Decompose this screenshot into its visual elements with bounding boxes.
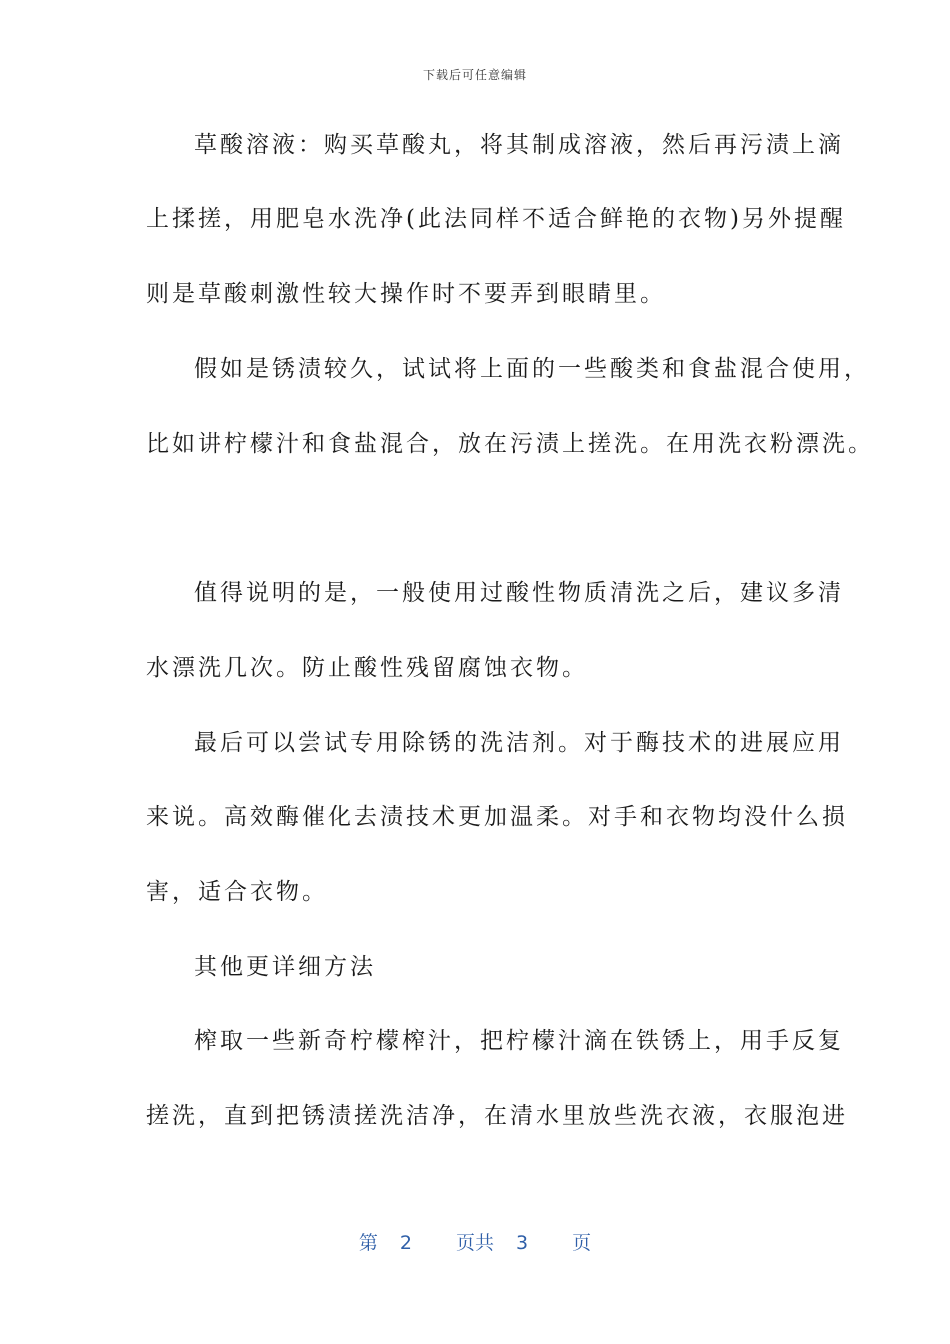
page-number-footer bbox=[0, 1228, 950, 1255]
text-line: 值得说明的是，一般使用过酸性物质清洗之后，建议多清 bbox=[194, 580, 844, 606]
text-line: 假如是锈渍较久，试试将上面的一些酸类和食盐混合使用， bbox=[194, 356, 870, 382]
page-header-note: 下载后可任意编辑 bbox=[422, 68, 527, 82]
text-line: 则是草酸刺激性较大操作时不要弄到眼睛里。 bbox=[146, 281, 666, 307]
text-line: 来说。高效酶催化去渍技术更加温柔。对手和衣物均没什么损 bbox=[146, 804, 848, 830]
page-total: 3 bbox=[516, 1232, 529, 1254]
text-line: 比如讲柠檬汁和食盐混合，放在污渍上搓洗。在用洗衣粉漂洗。 bbox=[146, 431, 874, 457]
page-prefix: 第 bbox=[358, 1232, 378, 1254]
page-current: 2 bbox=[399, 1232, 412, 1254]
page-mid: 页共 bbox=[455, 1232, 494, 1254]
text-line: 榨取一些新奇柠檬榨汁，把柠檬汁滴在铁锈上，用手反复 bbox=[194, 1028, 844, 1054]
text-line: 最后可以尝试专用除锈的洗洁剂。对于酶技术的进展应用 bbox=[194, 730, 844, 756]
text-line: 草酸溶液：购买草酸丸，将其制成溶液，然后再污渍上滴 bbox=[194, 132, 844, 158]
text-line: 上揉搓，用肥皂水洗净(此法同样不适合鲜艳的衣物)另外提醒 bbox=[146, 206, 846, 232]
section-heading: 其他更详细方法 bbox=[194, 954, 376, 980]
text-line: 害，适合衣物。 bbox=[146, 879, 328, 905]
page-suffix: 页 bbox=[572, 1232, 592, 1254]
text-line: 水漂洗几次。防止酸性残留腐蚀衣物。 bbox=[146, 655, 588, 681]
text-line: 搓洗，直到把锈渍搓洗洁净，在清水里放些洗衣液，衣服泡进 bbox=[146, 1103, 848, 1129]
